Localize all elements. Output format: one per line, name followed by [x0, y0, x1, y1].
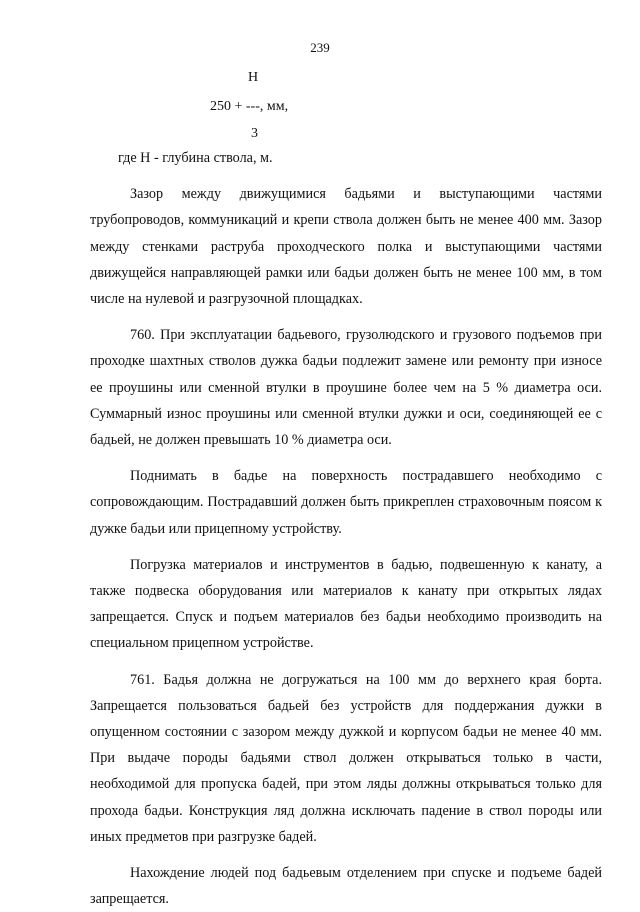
formula-denominator: 3 [251, 126, 258, 141]
page-number: 239 [310, 40, 330, 55]
paragraph: Зазор между движущимися бадьями и выступающими частями трубопроводов, коммуникаций и крепи ствола должен быть не менее 400 мм. Зазор между стенками раструба проходческого полка и выступающими частями движущейся направляющей рамки или бадьи должен быть не менее 100 мм, в том числе на нулевой и разгрузочной площадках. [90, 186, 602, 308]
formula-main: 250 + ---, мм, [210, 99, 289, 114]
document-body [90, 145, 602, 912]
paragraph: Поднимать в бадье на поверхность пострадавшего необходимо с сопровождающим. Пострадавший должен быть прикреплен страховочным поясом к дужке бадьи или прицепному устройству. [90, 468, 602, 537]
paragraph: Погрузка материалов и инструментов в бадью, подвешенную к канату, а также подвеска оборудования или материалов к канату при открытых лядах запрещается. Спуск и подъем материалов без бадьи необходимо производить на специальном прицепном устройстве. [90, 556, 602, 652]
paragraph: 761. Бадья должна не догружаться на 100 мм до верхнего края борта. Запрещается пользоваться бадьей без устройств для поддержания дужки в опущенном состоянии с зазором между дужкой и корпусом бадьи не менее 40 мм. При выдаче породы бадьями ствол должен открываться только в части, необходимой для пропуска бадей, при этом ляды должны открываться только для прохода бадьи. Конструкция ляд должна исключать падение в ствол породы или иных предметов при разгрузке бадей. [90, 671, 602, 845]
paragraph: Нахождение людей под бадьевым отделением при спуске и подъеме бадей запрещается. [90, 865, 602, 908]
paragraph: 760. При эксплуатации бадьевого, грузолюдского и грузового подъемов при проходке шахтных стволов дужка бадьи подлежит замене или ремонту при износе ее проушины или сменной втулки в проушине более чем на 5 % диаметра оси. Суммарный износ проушины или сменной втулки дужки и оси, соединяющей ее с бадьей, не должен превышать 10 % диаметра оси. [90, 327, 602, 449]
formula-explanation: где H - глубина ствола, м. [118, 150, 273, 166]
formula-numerator: H [248, 70, 259, 85]
